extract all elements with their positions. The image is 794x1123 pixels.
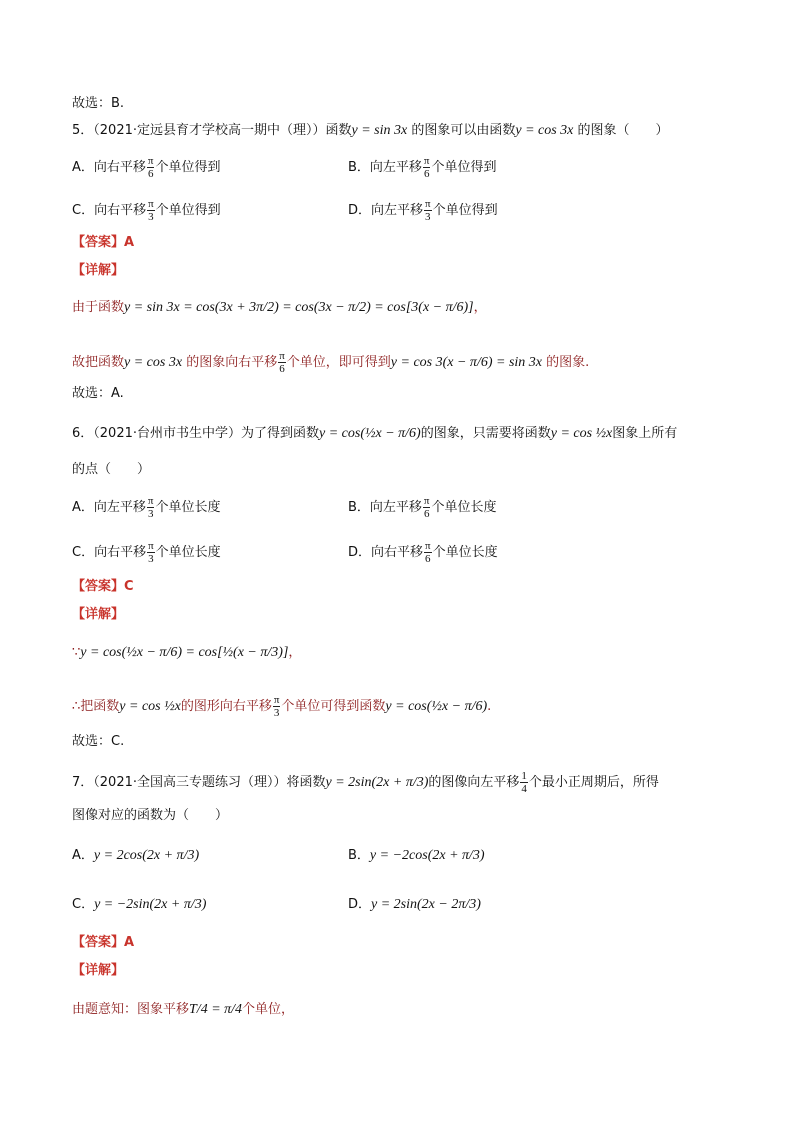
q6-option-d[interactable]: D．向右平移 $\frac{\pi}{6}$ 个单位长度 [348, 540, 498, 565]
q6-solution-line1: ∵y = cos(½x − π/6) = cos[½(x − π/3)]， [72, 645, 302, 660]
q7-option-a[interactable]: A．y = 2cos(2x + π/3) [72, 848, 200, 863]
q7-answer: 【答案】A [72, 935, 135, 950]
q7-option-d[interactable]: D．y = 2sin(2x − 2π/3) [348, 897, 481, 912]
q7-solution-line1: 由题意知：图象平移T/4 = π/4个单位， [72, 1002, 295, 1017]
q5-solution-line1: 由于函数y = sin 3x = cos(3x + 3π/2) = cos(3x − π/2) = cos[3(x − π/6)]， [72, 300, 487, 315]
q5-detail-label: 【详解】 [72, 263, 125, 278]
q6-option-a[interactable]: A．向左平移 $\frac{\pi}{3}$ 个单位长度 [72, 495, 221, 520]
q7-detail-label: 【详解】 [72, 963, 125, 978]
q5-option-d[interactable]: D．向左平移 $\frac{\pi}{3}$ 个单位得到 [348, 198, 498, 223]
q7-stem-line2: 图像对应的函数为（ ） [72, 808, 229, 823]
q7-stem-line1: 7．（2021·全国高三专题练习（理））将函数y = 2sin(2x + π/3)的图像向左平移 $\frac{1}{4}$ 个最小正周期后，所得 [72, 770, 659, 795]
q6-guxuan: 故选：C. [72, 734, 125, 749]
q6-solution-line2: ∴把函数y = cos ½x的图形向右平移 $\frac{\pi}{3}$ 个单位可得到函数y = cos(½x − π/6). [72, 694, 492, 719]
q6-detail-label: 【详解】 [72, 607, 125, 622]
q5-option-a[interactable]: A．向右平移 $\frac{\pi}{6}$ 个单位得到 [72, 155, 221, 180]
q7-option-b[interactable]: B．y = −2cos(2x + π/3) [348, 848, 485, 863]
q5-answer: 【答案】A [72, 235, 135, 250]
q7-option-c[interactable]: C．y = −2sin(2x + π/3) [72, 897, 207, 912]
q5-option-c[interactable]: C．向右平移 $\frac{\pi}{3}$ 个单位得到 [72, 198, 221, 223]
q4-guxuan: 故选：B. [72, 96, 125, 111]
q6-stem-line2: 的点（ ） [72, 462, 151, 477]
q6-option-c[interactable]: C．向右平移 $\frac{\pi}{3}$ 个单位长度 [72, 540, 221, 565]
q6-option-b[interactable]: B．向左平移 $\frac{\pi}{6}$ 个单位长度 [348, 495, 497, 520]
q5-stem: 5．（2021·定远县育才学校高一期中（理））函数y = sin 3x 的图象可以由函数y = cos 3x 的图象（ ） [72, 123, 669, 138]
q5-solution-line2: 故把函数y = cos 3x 的图象向右平移 $\frac{\pi}{6}$ 个单位，即可得到y = cos 3(x − π/6) = sin 3x 的图象. [72, 350, 590, 375]
q6-stem-line1: 6．（2021·台州市书生中学）为了得到函数y = cos(½x − π/6)的图象，只需要将函数y = cos ½x图象上所有 [72, 426, 678, 441]
q6-answer: 【答案】C [72, 579, 134, 594]
q5-option-b[interactable]: B．向左平移 $\frac{\pi}{6}$ 个单位得到 [348, 155, 497, 180]
q5-guxuan: 故选：A. [72, 386, 124, 401]
